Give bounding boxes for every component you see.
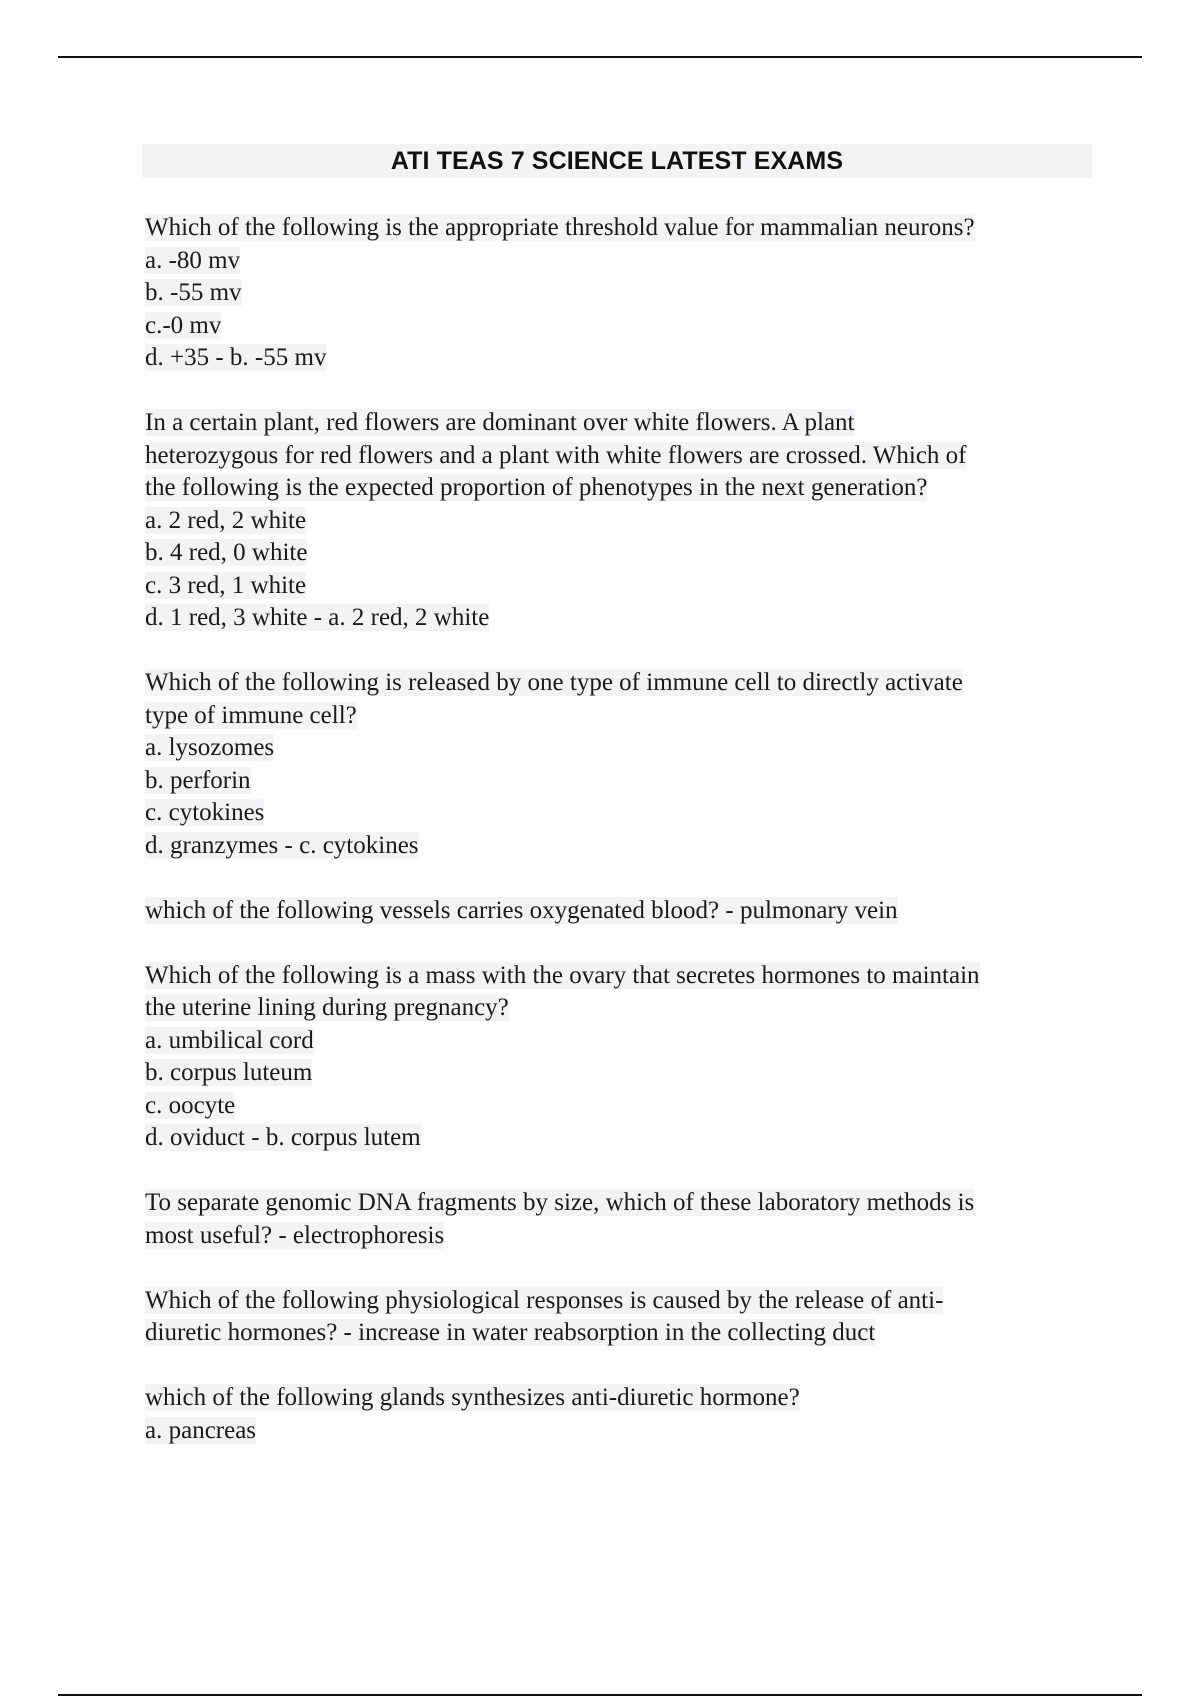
question-block	[145, 1187, 1095, 1252]
question-line: type of immune cell?	[145, 701, 357, 729]
answer-option: a. 2 red, 2 white	[145, 506, 307, 534]
answer-option: b. corpus luteum	[145, 1059, 313, 1086]
answer-option: d. 1 red, 3 white - a. 2 red, 2 white	[145, 604, 490, 631]
question-line: Which of the following is released by one type of immune cell to directly activate	[145, 669, 963, 696]
question-block	[145, 1382, 1095, 1447]
question-line: To separate genomic DNA fragments by size, which of these laboratory methods is	[145, 1189, 975, 1216]
top-rule	[58, 56, 1142, 58]
question-line: Which of the following is the appropriate threshold value for mammalian neurons?	[145, 214, 975, 241]
answer-option: d. granzymes - c. cytokines	[145, 831, 419, 859]
answer-option: a. umbilical cord	[145, 1026, 314, 1054]
answer-option: c. oocyte	[145, 1091, 236, 1119]
answer-option: c. 3 red, 1 white	[145, 571, 307, 599]
answer-option: d. oviduct - b. corpus lutem	[145, 1124, 421, 1151]
answer-option: a. pancreas	[145, 1416, 257, 1444]
answer-option: c.-0 mv	[145, 311, 222, 339]
question-line: Which of the following is a mass with the ovary that secretes hormones to maintain	[145, 961, 980, 989]
answer-option: c. cytokines	[145, 799, 265, 826]
question-line: most useful? - electrophoresis	[145, 1221, 445, 1249]
question-line: heterozygous for red flowers and a plant with white flowers are crossed. Which of	[145, 441, 967, 469]
question-line: which of the following glands synthesizes anti-diuretic hormone?	[145, 1384, 800, 1411]
answer-option: b. -55 mv	[145, 279, 242, 306]
question-block	[145, 407, 1095, 635]
bottom-rule	[58, 1694, 1142, 1696]
answer-option: b. 4 red, 0 white	[145, 539, 308, 566]
question-block	[145, 1285, 1095, 1350]
question-block	[145, 960, 1095, 1155]
question-line: In a certain plant, red flowers are dominant over white flowers. A plant	[145, 409, 855, 436]
answer-option: a. lysozomes	[145, 734, 275, 761]
question-line: the uterine lining during pregnancy?	[145, 994, 509, 1021]
question-line: Which of the following physiological responses is caused by the release of anti-	[145, 1286, 944, 1314]
question-block	[145, 895, 1095, 928]
document-body	[145, 212, 1095, 1480]
question-block	[145, 667, 1095, 862]
question-line: diuretic hormones? - increase in water reabsorption in the collecting duct	[145, 1319, 876, 1346]
answer-option: a. -80 mv	[145, 246, 241, 274]
page-title: ATI TEAS 7 SCIENCE LATEST EXAMS	[390, 147, 844, 175]
answer-option: b. perforin	[145, 766, 251, 794]
question-block	[145, 212, 1095, 375]
answer-option: d. +35 - b. -55 mv	[145, 344, 327, 371]
question-line: the following is the expected proportion of phenotypes in the next generation?	[145, 474, 928, 501]
question-line: which of the following vessels carries oxygenated blood? - pulmonary vein	[145, 896, 898, 924]
